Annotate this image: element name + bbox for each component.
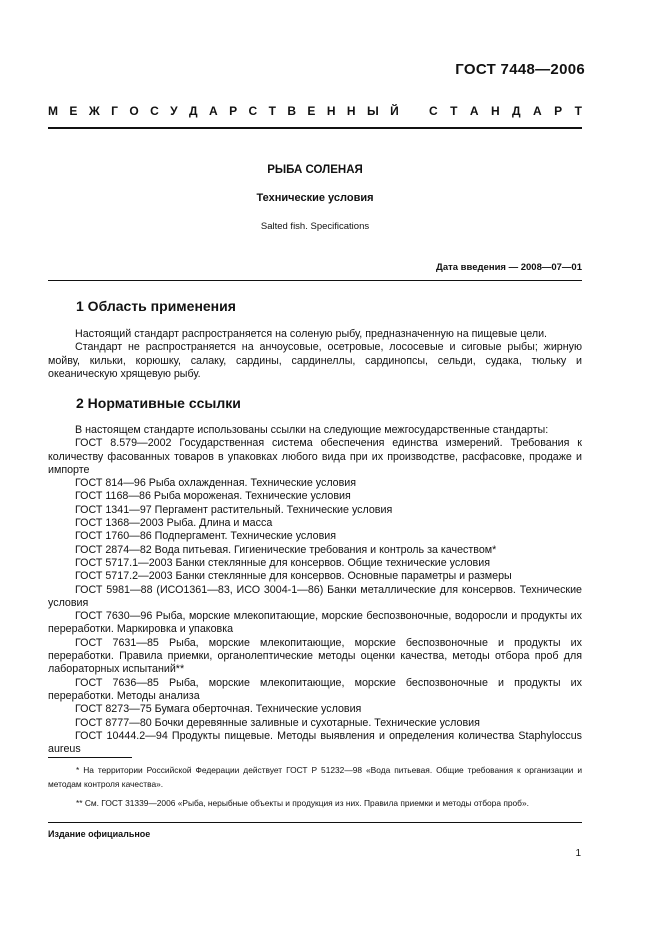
document-title: РЫБА СОЛЕНАЯ [267,164,363,176]
reference-item: ГОСТ 2874—82 Вода питьевая. Гигиенические требования и контроль за качеством* [75,543,497,556]
reference-item: ГОСТ 10444.2—94 Продукты пищевые. Методы выявления и определения количества Staphyloccus aureus [48,729,582,756]
edition-label: Издание официальное [48,829,151,839]
reference-item: ГОСТ 1368—2003 Рыба. Длина и масса [75,517,273,530]
banner-letter: Д [512,104,521,118]
edition-rule [48,822,582,823]
banner-letter: М [48,104,58,118]
footnote: * На территории Российской Федерации действует ГОСТ Р 51232—98 «Вода питьевая. Общие требования к организации и методам контроля качества». [48,765,582,789]
footnotes [48,764,582,811]
section-2-body [48,424,582,756]
banner-letter: Р [229,104,238,118]
banner-letter: А [469,104,479,118]
banner-letter: У [170,104,178,118]
page-number: 1 [575,848,581,859]
reference-item: ГОСТ 8777—80 Бочки деревянные заливные и сухотарные. Технические условия [75,716,480,729]
banner-letter: С [150,104,159,118]
banner-letter: Н [346,104,356,118]
document-title-english: Salted fish. Specifications [260,221,370,232]
banner-letter: Г [111,104,118,118]
section-2-heading: 2 Нормативные ссылки [76,395,241,411]
banner-letter: Ы [366,104,379,118]
reference-item: ГОСТ 7630—96 Рыба, морские млекопитающие, морские беспозвоночные, водоросли и продукты их переработки. Маркировка и упаковка [48,610,582,636]
reference-item: ГОСТ 5717.2—2003 Банки стеклянные для консервов. Основные параметры и размеры [75,570,512,583]
introduction-date: Дата введения — 2008—07—01 [436,262,582,273]
banner-letter: Ж [88,104,100,118]
banner-letter: Н [490,104,500,118]
footnote: ** См. ГОСТ 31339—2006 «Рыба, нерыбные объекты и продукция из них. Правила приемки и методы отбора проб». [76,798,529,808]
reference-item: ГОСТ 1341—97 Пергамент растительный. Технические условия [75,503,393,516]
reference-item: ГОСТ 1760—86 Подпергамент. Технические условия [75,530,336,543]
banner-letter: В [287,104,296,118]
reference-item: ГОСТ 1168—86 Рыба мороженая. Технические условия [75,490,351,503]
banner-letter: А [208,104,218,118]
banner-letter: Т [268,104,276,118]
banner-word-standard [429,104,582,118]
section-1-heading: 1 Область применения [76,298,236,314]
banner-letter: О [129,104,139,118]
reference-item: ГОСТ 5981—88 (ИСО1361—83, ИСО 3004-1—86) Банки металлические для консервов. Технические условия [48,583,582,609]
banner-letter: Е [69,104,78,118]
banner-letter: Д [189,104,198,118]
paragraph: Настоящий стандарт распространяется на соленую рыбу, предназначенную на пищевые цели. [75,328,548,340]
banner-letter: Н [326,104,336,118]
standard-type-banner [48,104,582,118]
banner-word-interstate [48,104,399,118]
header-rule [48,127,582,129]
document-subtitle: Технические условия [256,192,374,204]
banner-letter: Т [450,104,458,118]
reference-item: ГОСТ 8.579—2002 Государственная система обеспечения единства измерений. Требования к количеству фасованных товаров в упаковках любого вида при их производстве, расфасовке, продаже и импорте [48,437,582,476]
reference-item: ГОСТ 7636—85 Рыба, морские млекопитающие, морские беспозвоночные и продукты их переработки. Методы анализа [48,676,582,702]
reference-item: ГОСТ 8273—75 Бумага оберточная. Технические условия [75,703,362,716]
reference-item: ГОСТ 7631—85 Рыба, морские млекопитающие, морские беспозвоночные и продукты их переработки. Правила приемки, органолептические методы оценки качества, методы отбора проб для лабораторных испытаний** [48,636,582,676]
section-1-body [48,328,582,381]
banner-letter: А [533,104,542,118]
banner-letter: Й [390,104,399,118]
banner-letter: Р [554,104,563,118]
banner-letter: С [248,104,258,118]
banner-letter: Т [574,104,582,118]
date-rule [48,280,582,281]
footnote-rule [48,757,132,758]
paragraph: В настоящем стандарте использованы ссылки на следующие межгосударственные стандарты: [75,424,549,436]
reference-item: ГОСТ 814—96 Рыба охлажденная. Технические условия [75,477,357,490]
banner-letter: С [429,104,438,118]
paragraph: Стандарт не распространяется на анчоусовые, осетровые, лососевые и сиговые рыбы; жирную мойву, кильки, корюшку, салаку, сардины, сардинеллы, сардинопсы, сельди, судака, тюльку и океаническую хрящевую рыбу. [48,341,582,380]
document-code: ГОСТ 7448—2006 [455,61,585,78]
banner-letter: Е [307,104,316,118]
reference-item: ГОСТ 5717.1—2003 Банки стеклянные для консервов. Общие технические условия [75,556,490,569]
